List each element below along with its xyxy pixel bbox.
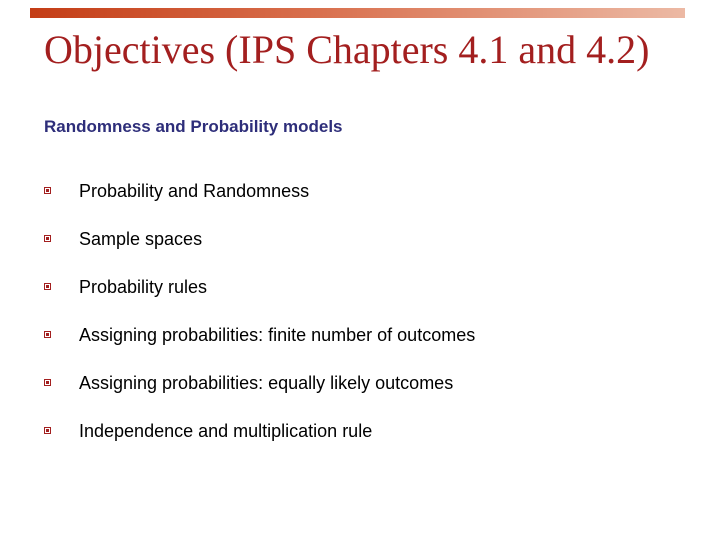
list-item: [0, 372, 720, 396]
list-item-text: Probability rules: [79, 277, 208, 297]
slide-title: Objectives (IPS Chapters 4.1 and 4.2): [44, 27, 650, 72]
square-bullet-icon: [44, 283, 51, 290]
list-item-text: Probability and Randomness: [79, 181, 310, 201]
list-item-text: Sample spaces: [79, 229, 203, 249]
list-item: [0, 324, 720, 348]
list-item-text: Assigning probabilities: finite number of outcomes: [79, 325, 476, 345]
list-item: [0, 180, 720, 204]
square-bullet-icon: [44, 427, 51, 434]
slide-subtitle: Randomness and Probability models: [44, 117, 343, 136]
title-accent-bar: [30, 8, 685, 18]
list-item: [0, 276, 720, 300]
list-item-text: Independence and multiplication rule: [79, 421, 373, 441]
square-bullet-icon: [44, 235, 51, 242]
list-item-text: Assigning probabilities: equally likely outcomes: [79, 373, 454, 393]
square-bullet-icon: [44, 187, 51, 194]
list-item: [0, 228, 720, 252]
list-item: [0, 420, 720, 444]
square-bullet-icon: [44, 379, 51, 386]
square-bullet-icon: [44, 331, 51, 338]
